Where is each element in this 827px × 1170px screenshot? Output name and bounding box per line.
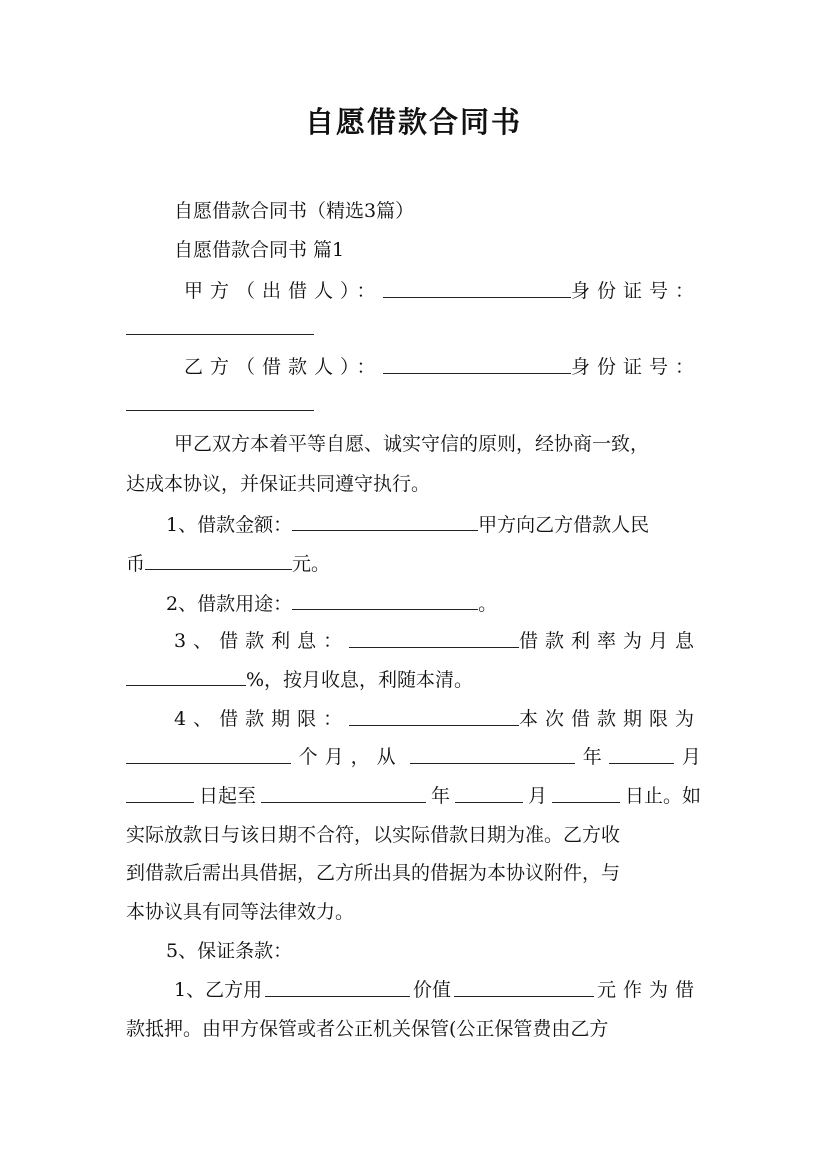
months-from-label: 个月，从 xyxy=(298,746,403,768)
clause-4-line-5: 到借款后需出具借据，乙方所出具的借据为本协议附件，与 xyxy=(126,862,621,884)
collateral-text: 元作为借 xyxy=(596,979,701,1001)
party-b-id-row xyxy=(126,392,701,417)
clause-5-label: 5、保证条款： xyxy=(166,940,293,962)
party-b-row xyxy=(126,355,701,379)
clause-1-row-2 xyxy=(126,551,701,576)
clause-3-row xyxy=(126,629,701,653)
end-day-label: 日止。如 xyxy=(624,785,701,807)
start-year-blank xyxy=(410,745,575,764)
interest-blank xyxy=(349,629,519,648)
collateral-item-blank xyxy=(265,978,410,997)
collateral-label: 1、乙方用 xyxy=(174,979,263,1001)
clause-1-text: 甲方向乙方借款人民 xyxy=(478,514,650,536)
clause-5-1-line-2: 款抵押。由甲方保管或者公正机关保管(公正保管费由乙方 xyxy=(126,1018,609,1040)
value-label: 价值 xyxy=(413,979,452,1001)
clause-3-text-2: %，按月收息，利随本清。 xyxy=(246,669,474,691)
intro-line-1: 甲乙双方本着平等自愿、诚实守信的原则，经协商一致， xyxy=(174,433,650,455)
party-b-id-label: 身份证号： xyxy=(570,356,701,378)
start-year-label: 年 xyxy=(582,746,602,768)
end-month-label: 月 xyxy=(527,785,547,807)
start-day-blank xyxy=(126,784,194,803)
clause-4-label: 4、借款期限： xyxy=(174,708,350,730)
loan-term-blank xyxy=(349,707,519,726)
party-b-label: 乙方（借款人）： xyxy=(184,356,383,378)
clause-2-label: 2、借款用途： xyxy=(166,593,293,615)
clause-2-end: 。 xyxy=(478,593,498,615)
clause-1-label: 1、借款金额： xyxy=(166,514,293,536)
party-a-row xyxy=(126,279,701,303)
document-title: 自愿借款合同书 xyxy=(304,105,522,139)
party-a-id-label: 身份证号： xyxy=(570,280,701,302)
monthly-rate-blank xyxy=(126,667,246,686)
end-day-blank xyxy=(552,784,620,803)
party-a-label: 甲方（出借人）： xyxy=(184,280,383,302)
party-b-id-blank xyxy=(126,392,314,411)
currency-label: 币 xyxy=(126,553,146,575)
clause-5-1-row xyxy=(126,978,701,1002)
clause-2-row xyxy=(126,591,701,616)
end-year-blank xyxy=(261,784,426,803)
subtitle: 自愿借款合同书（精选3篇） xyxy=(174,200,415,222)
start-day-label: 日起至 xyxy=(198,785,256,807)
clause-3-label: 3、借款利息： xyxy=(174,630,350,652)
loan-purpose-blank xyxy=(292,591,478,610)
clause-4-row xyxy=(126,707,701,731)
clause-3-row-2 xyxy=(126,667,701,692)
months-blank xyxy=(126,745,291,764)
start-month-blank xyxy=(609,745,674,764)
clause-4-row-3 xyxy=(126,784,701,808)
clause-4-text: 本次借款期限为 xyxy=(518,708,701,730)
section-title: 自愿借款合同书 篇1 xyxy=(174,239,345,261)
loan-amount-rmb-blank xyxy=(145,551,292,570)
clause-4-line-6: 本协议具有同等法律效力。 xyxy=(126,901,355,923)
end-year-label: 年 xyxy=(430,785,450,807)
clause-3-text: 借款利率为月息 xyxy=(518,630,701,652)
start-month-label: 月 xyxy=(681,746,701,768)
yuan-label: 元。 xyxy=(292,553,331,575)
collateral-value-blank xyxy=(454,978,594,997)
clause-4-row-2 xyxy=(126,745,701,769)
party-b-name-blank xyxy=(383,355,571,374)
party-a-id-row xyxy=(126,316,701,341)
party-a-name-blank xyxy=(383,279,571,298)
loan-amount-blank xyxy=(292,512,478,531)
intro-line-2: 达成本协议，并保证共同遵守执行。 xyxy=(126,473,431,495)
end-month-blank xyxy=(455,784,523,803)
party-a-id-blank xyxy=(126,316,314,335)
clause-1-row xyxy=(126,512,701,537)
clause-4-line-4: 实际放款日与该日期不合符，以实际借款日期为准。乙方收 xyxy=(126,824,621,846)
